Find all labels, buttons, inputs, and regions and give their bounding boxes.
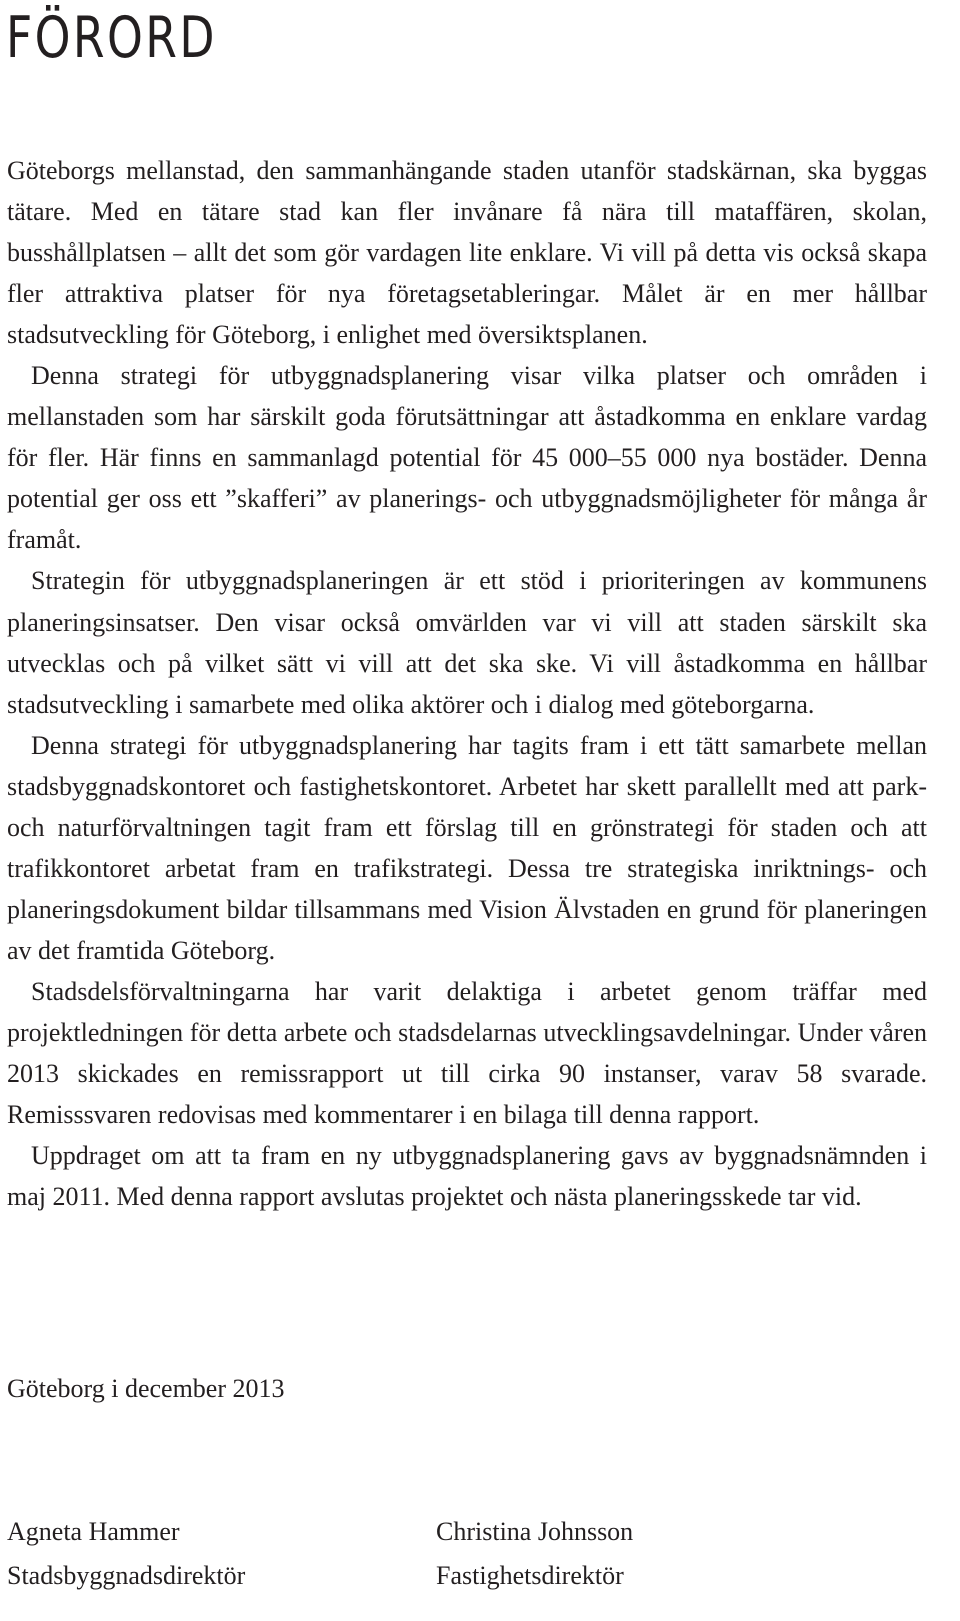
paragraph-assignment: Uppdraget om att ta fram en ny utbyggnadsplanering gavs av byggnadsnämnden i maj 2011. Med denna rapport avslutas projektet och nästa planeringsskede tar vid. [7, 1141, 927, 1212]
signatory-role: Fastighetsdirektör [436, 1561, 624, 1590]
place-date: Göteborg i december 2013 [7, 1374, 285, 1403]
page-title: FÖRORD [6, 5, 217, 71]
signature-block-right [436, 1510, 633, 1598]
signatory-name: Agneta Hammer [7, 1517, 180, 1546]
paragraph-intro: Göteborgs mellanstad, den sammanhängande staden utanför stadskärnan, ska byggas tätare. Med en tätare stad kan fler invånare få nära till mataffären, skolan, busshållplatsen – allt det som gör vardagen lite enklare. Vi vill på detta vis också skapa fler attraktiva platser för nya företagsetableringar. Målet är en mer hållbar stadsutveckling för Göteborg, i enlighet med översiktsplanen. [7, 156, 927, 350]
signature-block-left [7, 1510, 245, 1598]
signatory-role: Stadsbyggnadsdirektör [7, 1561, 246, 1590]
paragraph-strategy: Denna strategi för utbyggnadsplanering visar vilka platser och områden i mellanstaden som har särskilt goda förutsättningar att åstadkomma en enklare vardag för fler. Här finns en sammanlagd potential för 45 000–55 000 nya bostäder. Denna potential ger oss ett ”skafferi” av planerings- och utbyggnadsmöjligheter för många år framåt. [7, 361, 927, 555]
paragraph-consultation: Stadsdelsförvaltningarna har varit delaktiga i arbetet genom träffar med projektledningen för detta arbete och stadsdelarnas utvecklingsavdelningar. Under våren 2013 skickades en remissrapport ut till cirka 90 instanser, varav 58 svarade. Remisssvaren redovisas med kommentarer i en bilaga till denna rapport. [7, 976, 927, 1130]
paragraph-collaboration: Denna strategi för utbyggnadsplanering har tagits fram i ett tätt samarbete mellan stadsbyggnadskontoret och fastighetskontoret. Arbetet har skett parallellt med att park- och naturförvaltningen tagit fram ett förslag till en grönstrategi för staden och att trafikkontoret arbetat fram en trafikstrategi. Dessa tre strategiska inriktnings- och planeringsdokument bildar tillsammans med Vision Älvstaden en grund för planeringen av det framtida Göteborg. [7, 730, 927, 965]
paragraph-support: Strategin för utbyggnadsplaneringen är ett stöd i prioriteringen av kommunens planeringsinsatser. Den visar också omvärlden var vi vill att staden särskilt ska utvecklas och på vilket sätt vi vill att det ska ske. Vi vill åstadkomma en hållbar stadsutveckling i samarbete med olika aktörer och i dialog med göteborgarna. [7, 566, 927, 719]
foreword-body [7, 150, 927, 1217]
signatory-name: Christina Johnsson [436, 1517, 634, 1546]
